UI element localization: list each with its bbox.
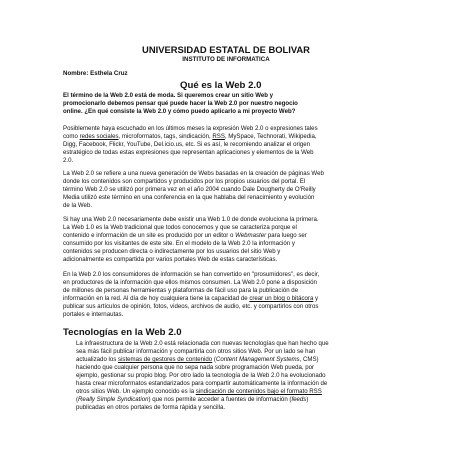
university-title: UNIVERSIDAD ESTATAL DE BOLIVAR xyxy=(142,44,310,55)
s2-line-8 xyxy=(76,396,308,404)
p1-line-3: Digg, Facebook, Flickr, YouTube, Del.icio.us, etc. Si es así, le recomiendo analizar el origen xyxy=(63,141,311,148)
p2-line-1: La Web 2.0 se refiere a una nueva generación de Webs basadas en la creación de páginas Web xyxy=(63,170,324,177)
p3-line-3 xyxy=(63,232,307,240)
p1-text: como xyxy=(63,133,80,140)
p3-line-2: La Web 1.0 es la Web tradicional que todos conocemos y que se caracteriza porque el xyxy=(63,224,297,231)
s2-text: ( xyxy=(76,396,79,403)
p4-line-4 xyxy=(63,295,318,303)
p3-line-5: contenidos se producen directa o indirectamente por los usuarios del sitio Web y xyxy=(63,248,281,255)
s2-line-9: publicadas en otros portales de forma rápida y sencilla. xyxy=(76,404,226,411)
p2-line-4: Media utilizó este término en una conferencia en la que hablaba del renacimiento y evolución xyxy=(63,194,315,201)
s2-text: ) que nos permite acceder a fuentes de información ( xyxy=(148,396,292,403)
section-title-que-es: Qué es la Web 2.0 xyxy=(180,80,262,91)
s2-line-4: haciendo que cualquier persona que no sepa nada sobre programación Web pueda, por xyxy=(76,364,315,371)
p1-line-5: 2.0. xyxy=(63,157,74,164)
p4-text: y xyxy=(313,295,319,302)
intro-line-1: El término de la Web 2.0 está de moda. Si queremos crear un sitio Web y xyxy=(63,92,274,99)
webmaster-term: Webmaster xyxy=(235,232,267,239)
p4-line-2: en productores de la información que ellos mismos consumen. La Web 2.0 pone a disposición xyxy=(63,279,317,286)
p1-line-4: estratégico de todas estas expresiones que representan aplicaciones y elementos de la Web xyxy=(63,149,314,156)
p1-text: , microformatos, tags, sindicación, xyxy=(118,133,213,140)
p3-line-6: adicionalmente es compartida por varios portales Web de estas características. xyxy=(63,256,278,263)
p4-line-5: publicar sus artículos de opinión, fotos, videos, archivos de audio, etc. y compartirlos con otros xyxy=(63,303,319,310)
intro-line-2: promocionarlo debemos pensar qué puede hacer la Web 2.0 por nuestro negocio xyxy=(63,100,298,107)
s2-line-2: sea más fácil publicar información y compartirla con otros sitios Web. Por un lado se han xyxy=(76,348,316,355)
section-title-tecnologias: Tecnologías en la Web 2.0 xyxy=(63,327,182,338)
link-rss[interactable]: RSS xyxy=(212,133,225,140)
feeds-term: feeds xyxy=(291,396,307,403)
p1-line-1: Posiblemente haya escuchado en los últimos meses la expresión Web 2.0 o expresiones tales xyxy=(63,125,318,132)
s2-line-5: ejemplo, gestionar su propio blog. Por otro lado la tecnología de la Web 2.0 ha evolucionado xyxy=(76,372,326,379)
p1-text: , MySpace, Technorati, Wikipedia, xyxy=(224,133,317,140)
author-name: Nombre: Esthela Cruz xyxy=(63,70,128,77)
s2-text: , CMS) xyxy=(299,356,319,363)
s2-line-6: hasta crear microformatos estandarizados para compartir automáticamente la información de xyxy=(76,380,328,387)
s2-text: actualizado los xyxy=(76,356,119,363)
s2-line-1: La infraestructura de la Web 2.0 está relacionada con nuevas tecnologías que han hecho que xyxy=(76,340,329,347)
link-gestores-contenido[interactable]: sistemas de gestores de contenido xyxy=(118,356,213,363)
p3-text: para luego ser xyxy=(266,232,307,239)
p4-line-1: En la Web 2.0 los consumidores de información se han convertido en "prosumidores", es decir, xyxy=(63,271,320,278)
s2-line-7 xyxy=(76,388,322,396)
p2-line-3: término Web 2.0 se utilizó por primera vez en el año 2004 cuando Dale Dougherty de O'Reilly xyxy=(63,186,316,193)
p4-line-3: de millones de personas herramientas y plataformas de fácil uso para la publicación de xyxy=(63,287,299,294)
institute-subtitle: INSTITUTO DE INFORMATICA xyxy=(182,56,270,63)
p2-line-2: donde los contenidos son compartidos y producidos por los propios usuarios del portal. El xyxy=(63,178,306,185)
s2-text: ( xyxy=(212,356,216,363)
link-redes-sociales[interactable]: redes sociales xyxy=(79,133,119,140)
cms-term: Content Management Systems xyxy=(215,356,300,363)
p3-line-4: consumido por los visitantes de este site. En el modelo de la Web 2.0 la información y xyxy=(63,240,295,247)
p1-line-2 xyxy=(63,133,317,141)
s2-line-3 xyxy=(76,356,319,364)
s2-text: otros sitios Web. Un ejemplo conocido es la xyxy=(76,388,196,395)
p4-text: información en la red. Al día de hoy cualquiera tiene la capacidad de xyxy=(63,295,250,302)
s2-text: ) xyxy=(306,396,309,403)
link-sindicacion-rss[interactable]: sindicación de contenidos bajo el formato RSS xyxy=(195,388,322,395)
link-crear-blog[interactable]: crear un blog o bitácora xyxy=(249,295,314,302)
p3-line-1: Si hay una Web 2.0 necesariamente debe existir una Web 1.0 de donde evoluciona la primera. xyxy=(63,216,319,223)
p3-text: contenido e información de un site es producido por un editor o xyxy=(63,232,236,239)
intro-line-3: online. ¿En qué consiste la Web 2.0 y cómo puedo aplicarlo a mi proyecto Web? xyxy=(63,108,296,115)
p4-line-6: portales e internautas. xyxy=(63,311,124,318)
p2-line-5: de la Web. xyxy=(63,202,93,209)
rss-term: Really Simple Syndication xyxy=(78,396,149,403)
